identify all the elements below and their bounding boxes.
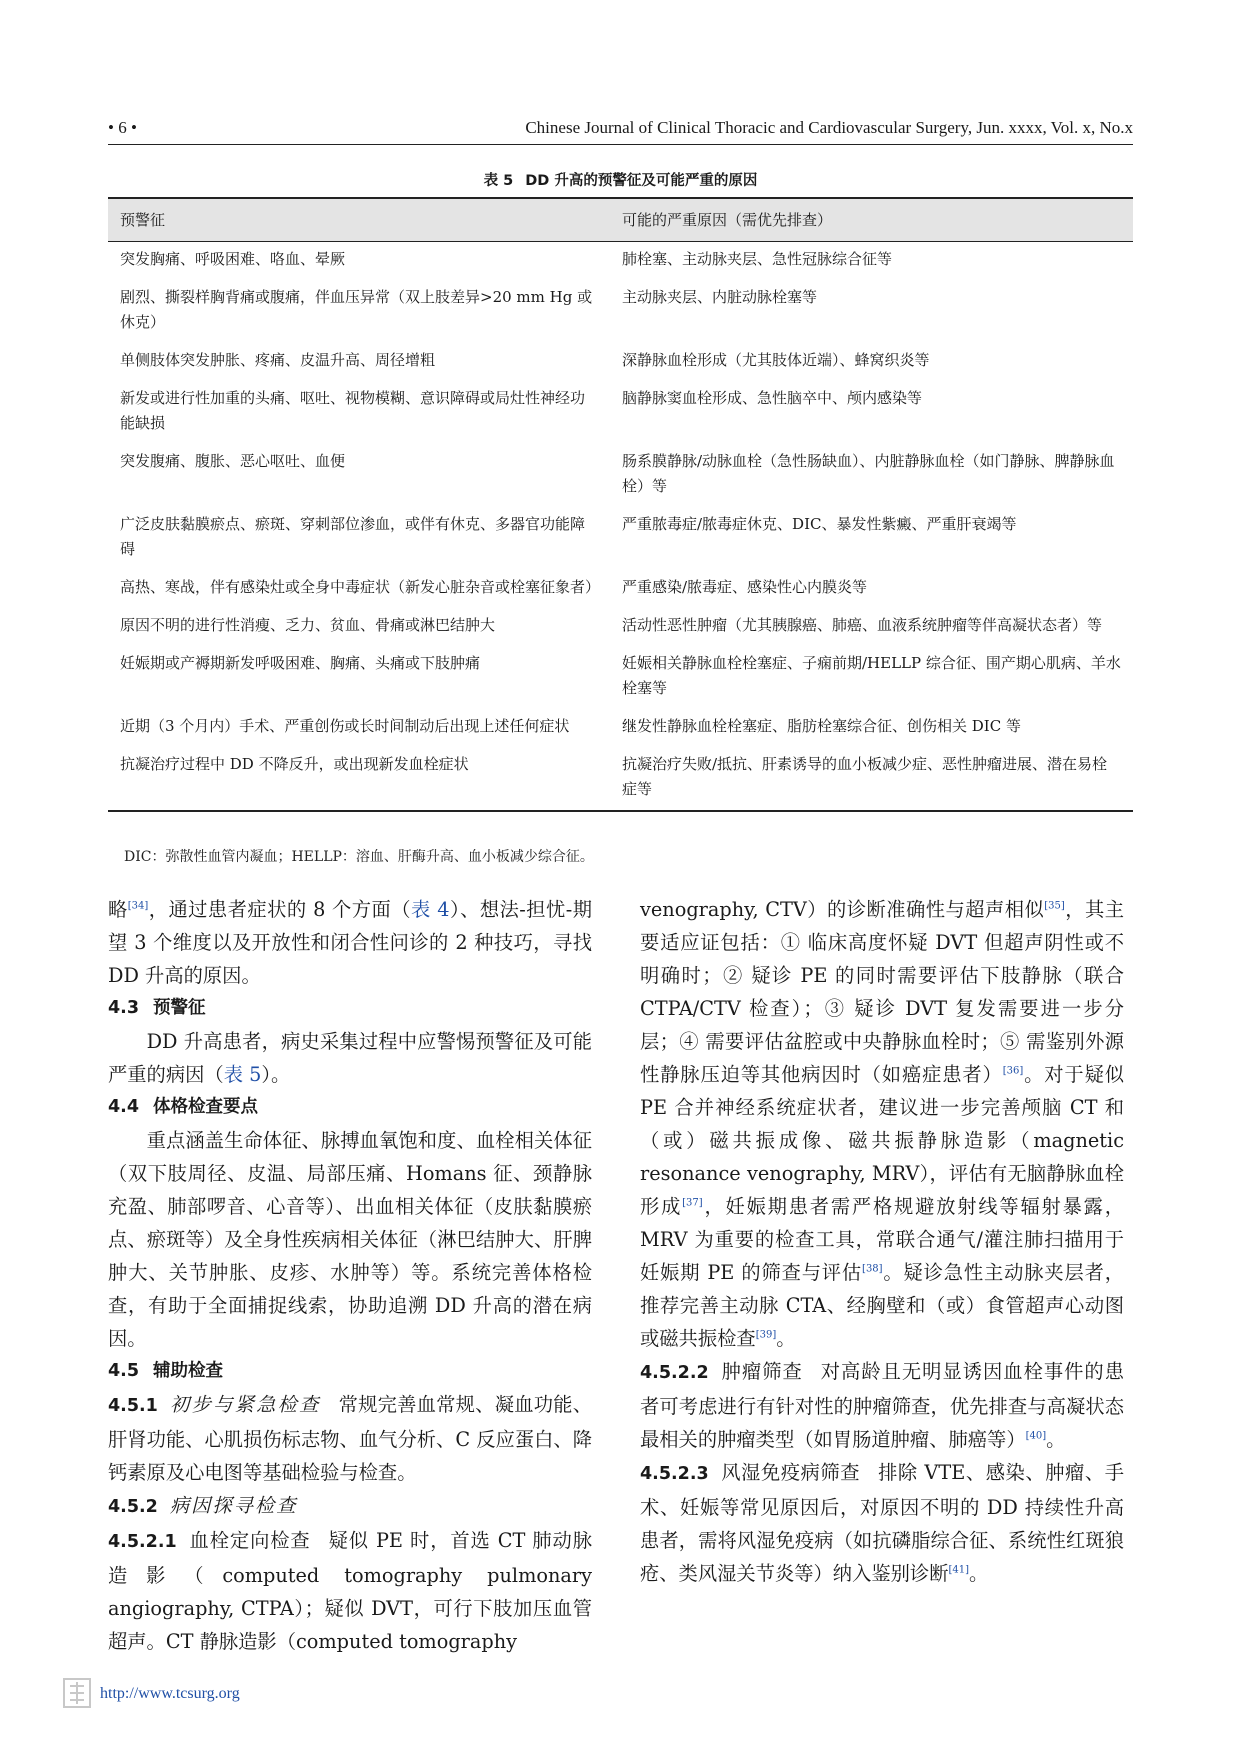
text-run: 常规完善血常规、凝血功能、肝肾功能、心肌损伤标志物、血气分析、C 反应蛋白、降钙素原及心电图等基础检验与检查。 — [108, 1393, 593, 1484]
section-number: 4.4 — [108, 1097, 140, 1117]
journal-running-header: Chinese Journal of Clinical Thoracic and Cardiovascular Surgery, Jun. xxxx, Vol. x, No.x — [525, 118, 1133, 137]
citation-link[interactable]: [34] — [127, 900, 149, 912]
citation-link[interactable]: [37] — [682, 1197, 703, 1209]
table-header-row — [108, 198, 1133, 242]
citation-link[interactable]: [40] — [1025, 1430, 1047, 1442]
section-number: 4.5.1 — [108, 1396, 158, 1416]
right-column — [640, 893, 1124, 1590]
section-number: 4.5.2.3 — [640, 1464, 709, 1484]
table-row — [108, 709, 1133, 747]
text-run: 。 — [1046, 1428, 1066, 1451]
subsection-4-5-2 — [108, 1489, 592, 1524]
table-row — [108, 646, 1133, 709]
text-run: 。对于疑似 PE 合并神经系统症状者，建议进一步完善颅脑 CT 和（或）磁共振成像、磁共振静脉造影（magnetic resonance venography, MRV），评估有无脑静脉血栓形成 — [640, 1063, 1125, 1218]
table-footnote: DIC：弥散性血管内凝血；HELLP：溶血、肝酶升高、血小板减少综合征。 — [124, 849, 594, 865]
body-paragraph — [108, 893, 592, 992]
section-title: 肿瘤筛查 — [720, 1360, 803, 1383]
body-paragraph — [108, 1025, 592, 1091]
text-run: venography, CTV）的诊断准确性与超声相似 — [640, 898, 1045, 921]
table-cell: 活动性恶性肿瘤（尤其胰腺癌、肺癌、血液系统肿瘤等伴高凝状态者）等 — [622, 616, 1103, 634]
text-run: DD 升高患者，病史采集过程中应警惕预警征及可能严重的病因（ — [108, 1030, 592, 1086]
table-cell: 严重感染/脓毒症、感染性心内膜炎等 — [622, 578, 868, 596]
text-run: 疑似 PE 时，首选 CT 肺动脉造影（computed tomography pulmonary angiography, CTPA）；疑似 DVT，可行下肢加压血管超声。CT 静脉造影（computed tomography — [108, 1529, 592, 1653]
table-5-link[interactable]: 表 5 — [223, 1063, 262, 1086]
citation-link[interactable]: [38] — [862, 1263, 883, 1275]
section-heading-4-5 — [108, 1355, 592, 1388]
table-cell: 主动脉夹层、内脏动脉栓塞等 — [622, 288, 818, 306]
table-cell: 抗凝治疗过程中 DD 不降反升，或出现新发血栓症状 — [108, 747, 610, 811]
table-cell: 妊娠期或产褥期新发呼吸困难、胸痛、头痛或下肢肿痛 — [120, 654, 481, 672]
body-paragraph — [640, 893, 1124, 1355]
section-title: 病因探寻检查 — [169, 1494, 298, 1517]
journal-url-link[interactable]: http://www.tcsurg.org — [100, 1685, 240, 1702]
table-row — [108, 381, 1133, 444]
text-run: ，妊娠期患者需严格规避放射线等辐射暴露，MRV 为重要的检查工具，常联合通气/灌注肺扫描用于妊娠期 PE 的筛查与评估 — [640, 1195, 1125, 1284]
table-title: DD 升高的预警征及可能严重的原因 — [525, 173, 758, 189]
text-run: 。 — [969, 1562, 989, 1585]
text-run: 排除 VTE、感染、肿瘤、手术、妊娠等常见原因后，对原因不明的 DD 持续性升高患者，需将风湿免疫病（如抗磷脂综合征、系统性红斑狼疮、类风湿关节炎等）纳入鉴别诊断 — [640, 1461, 1124, 1585]
citation-link[interactable]: [35] — [1044, 900, 1065, 912]
subsection-4-5-2-3 — [640, 1456, 1124, 1590]
table-row — [108, 343, 1133, 381]
citation-link[interactable]: [36] — [1002, 1065, 1024, 1077]
text-run: 略 — [108, 898, 128, 921]
table-row — [108, 608, 1133, 646]
header-rule — [108, 144, 1133, 145]
citation-link[interactable]: [39] — [755, 1329, 777, 1341]
section-heading-4-4 — [108, 1091, 592, 1124]
table-cell: 新发或进行性加重的头痛、呕吐、视物模糊、意识障碍或局灶性神经功能缺损 — [120, 389, 586, 432]
section-number: 4.5.2.2 — [640, 1363, 709, 1383]
column-header: 可能的严重原因（需优先排查） — [610, 198, 1133, 242]
table-cell: 突发腹痛、腹胀、恶心呕吐、血便 — [120, 452, 346, 470]
subsection-4-5-2-2 — [640, 1355, 1124, 1456]
table-cell: 单侧肢体突发肿胀、疼痛、皮温升高、周径增粗 — [120, 351, 436, 369]
subsection-4-5-2-1 — [108, 1524, 592, 1658]
left-column — [108, 893, 592, 1658]
journal-seal-icon — [62, 1677, 92, 1709]
text-run: ，通过患者症状的 8 个方面（ — [148, 898, 411, 921]
table-cell: 抗凝治疗失败/抵抗、肝素诱导的血小板减少症、恶性肿瘤进展、潜在易栓症等 — [610, 747, 1133, 811]
table-cell: 脑静脉窦血栓形成、急性脑卒中、颅内感染等 — [622, 389, 923, 407]
table-cell: 剧烈、撕裂样胸背痛或腹痛，伴血压异常（双上肢差异>20 mm Hg 或休克） — [120, 288, 593, 331]
table-4-link[interactable]: 表 4 — [410, 898, 450, 921]
table-cell: 肺栓塞、主动脉夹层、急性冠脉综合征等 — [622, 250, 893, 268]
table-row — [108, 242, 1133, 281]
page-number: • 6 • — [108, 118, 137, 137]
citation-link[interactable]: [41] — [948, 1564, 970, 1576]
section-number: 4.5.2 — [108, 1497, 158, 1517]
column-header: 预警征 — [108, 198, 610, 242]
subsection-4-5-1 — [108, 1388, 592, 1489]
table-cell: 近期（3 个月内）手术、严重创伤或长时间制动后出现上述任何症状 — [120, 717, 570, 735]
table-row — [108, 570, 1133, 608]
section-title: 风湿免疫病筛查 — [720, 1461, 861, 1484]
section-heading-4-3 — [108, 992, 592, 1025]
table-cell: 肠系膜静脉/动脉血栓（急性肠缺血）、内脏静脉血栓（如门静脉、脾静脉血栓）等 — [622, 452, 1115, 495]
text-run: 对高龄且无明显诱因血栓事件的患者可考虑进行有针对性的肿瘤筛查，优先排查与高凝状态最相关的肿瘤类型（如胃肠道肿瘤、肺癌等） — [640, 1360, 1124, 1451]
table-row — [108, 280, 1133, 343]
body-paragraph: 重点涵盖生命体征、脉搏血氧饱和度、血栓相关体征（双下肢周径、皮温、局部压痛、Homans 征、颈静脉充盈、肺部啰音、心音等）、出血相关体征（皮肤黏膜瘀点、瘀斑等）及全身性疾病相关体征（淋巴结肿大、肝脾肿大、关节肿胀、皮疹、水肿等）等。系统完善体格检查，有助于全面捕捉线索，协助追溯 DD 升高的潜在病因。 — [108, 1129, 592, 1350]
table-cell: 继发性静脉血栓栓塞症、脂肪栓塞综合征、创伤相关 DIC 等 — [622, 717, 1021, 735]
section-title: 血栓定向检查 — [188, 1529, 311, 1552]
section-title: 辅助检查 — [153, 1361, 224, 1381]
table-caption — [0, 169, 1241, 190]
table-cell: 妊娠相关静脉血栓栓塞症、子痫前期/HELLP 综合征、围产期心肌病、羊水栓塞等 — [622, 654, 1121, 697]
text-run: 。疑诊急性主动脉夹层者，推荐完善主动脉 CTA、经胸壁和（或）食管超声心动图或磁共振检查 — [640, 1261, 1124, 1350]
text-run: ）、想法-担忧-期望 3 个维度以及开放性和闭合性问诊的 2 种技巧，寻找 DD 升高的原因。 — [108, 898, 592, 987]
table-row — [108, 747, 1133, 811]
table-cell: 广泛皮肤黏膜瘀点、瘀斑、穿刺部位渗血，或伴有休克、多器官功能障碍 — [120, 515, 586, 558]
section-number: 4.5.2.1 — [108, 1532, 177, 1552]
table-label: 表 5 — [483, 173, 514, 189]
table-row — [108, 444, 1133, 507]
table-cell: 原因不明的进行性消瘦、乏力、贫血、骨痛或淋巴结肿大 — [120, 616, 496, 634]
table-cell: 高热、寒战，伴有感染灶或全身中毒症状（新发心脏杂音或栓塞征象者） — [120, 578, 601, 596]
text-run: ，其主要适应证包括：① 临床高度怀疑 DVT 但超声阴性或不明确时；② 疑诊 PE 的同时需要评估下肢静脉（联合 CTPA/CTV 检查）；③ 疑诊 DVT 复发需要进一步分层；④ 需要评估盆腔或中央静脉血栓时；⑤ 需鉴别外源性静脉压迫等其他病因时（如癌症患者） — [640, 898, 1124, 1086]
table-cell: 严重脓毒症/脓毒症休克、DIC、暴发性紫癜、严重肝衰竭等 — [622, 515, 1017, 533]
table-cell: 突发胸痛、呼吸困难、咯血、晕厥 — [120, 250, 346, 268]
table-cell: 深静脉血栓形成（尤其肢体近端）、蜂窝织炎等 — [622, 351, 930, 369]
section-title: 体格检查要点 — [153, 1097, 259, 1117]
section-number: 4.5 — [108, 1361, 140, 1381]
warning-signs-table — [108, 197, 1133, 812]
table-row — [108, 507, 1133, 570]
section-number: 4.3 — [108, 998, 140, 1018]
text-run: ）。 — [261, 1063, 291, 1086]
text-run: 。 — [776, 1327, 796, 1350]
section-title: 初步与紧急检查 — [169, 1393, 321, 1416]
section-title: 预警征 — [153, 998, 206, 1018]
